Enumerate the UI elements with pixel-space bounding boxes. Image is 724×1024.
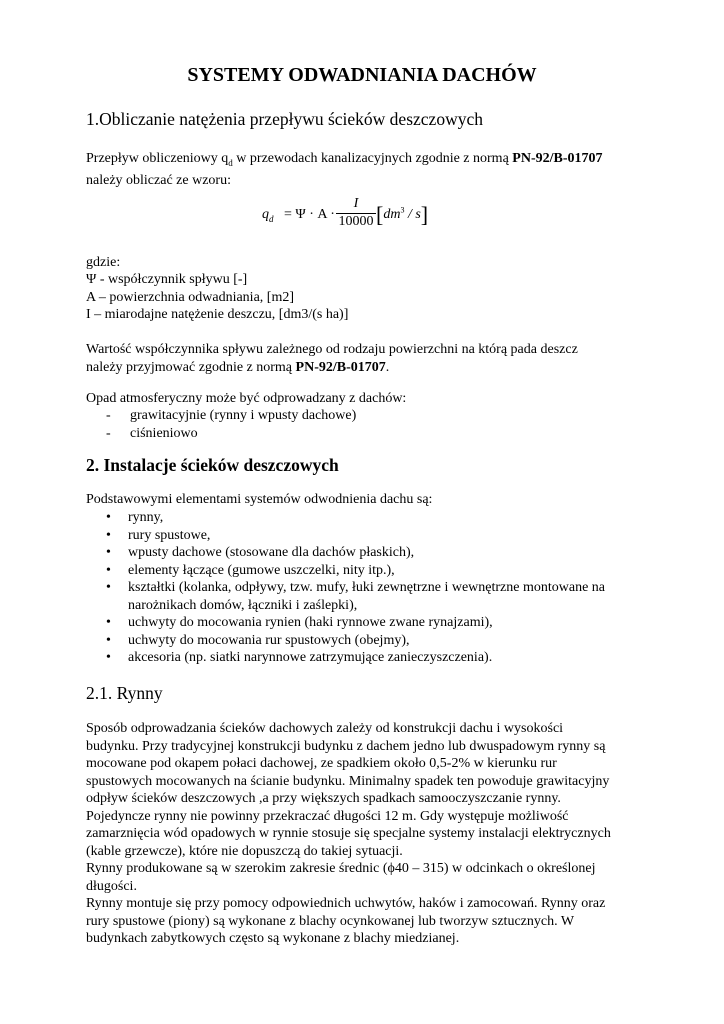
norm-reference: PN-92/B-01707 <box>512 151 603 166</box>
definition-item: Ψ - współczynnik spływu [-] <box>86 272 248 287</box>
formula-equals: = Ψ · A · <box>284 207 335 222</box>
definition-item: I – miarodajne natężenie deszczu, [dm3/(s ha)] <box>86 307 349 322</box>
flow-formula <box>262 196 482 240</box>
list-item: • akcesoria (np. siatki narynnowe zatrzymujące zanieczyszczenia). <box>106 650 493 665</box>
intro-subscript: d <box>228 157 233 168</box>
elements-list <box>106 509 646 667</box>
page-title: SYSTEMY ODWADNIANIA DACHÓW <box>187 64 537 86</box>
drain-types-list <box>106 407 356 442</box>
list-item: • kształtki (kolanka, odpływy, tzw. mufy, łuki zewnętrzne i wewnętrzne montowane na narożnikach domów, łączniki i zaślepki), <box>106 580 606 613</box>
section-2-1-heading: 2.1. Rynny <box>86 683 163 703</box>
section-2-heading: 2. Instalacje ścieków deszczowych <box>86 455 339 475</box>
section-2-intro: Podstawowymi elementami systemów odwodnienia dachu są: <box>86 492 433 507</box>
intro-text-b: w przewodach kanalizacyjnych zgodnie z normą <box>232 151 513 166</box>
drain-intro: Opad atmosferyczny może być odprowadzany z dachów: <box>86 391 407 406</box>
formula-numerator: I <box>353 196 359 211</box>
list-item: • elementy łączące (gumowe uszczelki, nity itp.), <box>106 562 395 578</box>
list-item: - ciśnieniowo <box>106 425 198 441</box>
intro-paragraph <box>86 150 646 190</box>
where-label: gdzie: <box>86 255 121 270</box>
coefficient-paragraph: Wartość współczynnika spływu zależnego od rodzaju powierzchni na którą pada deszcz należy przyjmować zgodnie z normą PN-92/B-01707. <box>86 342 578 375</box>
formula-fraction <box>336 196 376 230</box>
formula-denominator: 10000 <box>338 214 374 229</box>
list-item: • rynny, <box>106 510 164 525</box>
formula-lhs: $q_d$ <box>262 207 274 224</box>
list-item: - grawitacyjnie (rynny i wpusty dachowe) <box>106 408 357 423</box>
intro-text-a: Przepływ obliczeniowy q <box>86 151 229 166</box>
norm-reference: PN-92/B-01707 <box>295 359 386 375</box>
gutters-paragraph: Sposób odprowadzania ścieków dachowych zależy od konstrukcji dachu i wysokości budynku. Przy tradycyjnej konstrukcji budynku z dachem jedno lub dwuspadowym rynny są mocowane pod okapem połaci dachowej, ze spadkiem około 0,5-2% w kierunku rur spustowych mocowanych na ścianie budynku. Minimalny spadek ten powoduje grawitacyjny odpływ ścieków deszczowych ,a przy większych spadkach samooczyszczanie rynny. Pojedyncze rynny nie powinny przekraczać długości 12 m. Gdy występuje możliwość zamarznięcia wód opadowych w rynnie stosuje się specjalne systemy instalacji elektrycznych (kable grzewcze), które nie dopuszczą do takiej sytuacji. Rynny produkowane są w szerokim zakresie średnic (ϕ40 – 315) w odcinkach o określonej długości. Rynny montuje się przy pomocy odpowiednich uchwytów, haków i zamocowań. Rynny oraz rury spustowe (piony) są wykonane z blachy ocynkowanej lub tworzyw sztucznych. W budynkach zabytkowych często są wykonane z blachy miedzianej. <box>86 721 611 946</box>
definition-item: A – powierzchnia odwadniania, [m2] <box>86 290 294 305</box>
intro-text-line2: należy obliczać ze wzoru: <box>86 173 231 189</box>
list-item: • uchwyty do mocowania rur spustowych (obejmy), <box>106 632 410 648</box>
section-1-heading: 1.Obliczanie natężenia przepływu ścieków deszczowych <box>86 109 483 129</box>
formula-unit: $[dm^3 / s]$ <box>376 202 429 227</box>
list-item: • wpusty dachowe (stosowane dla dachów płaskich), <box>106 545 415 560</box>
list-item: • uchwyty do mocowania rynien (haki rynnowe zwane rynajzami), <box>106 615 493 630</box>
list-item: • rury spustowe, <box>106 527 211 543</box>
